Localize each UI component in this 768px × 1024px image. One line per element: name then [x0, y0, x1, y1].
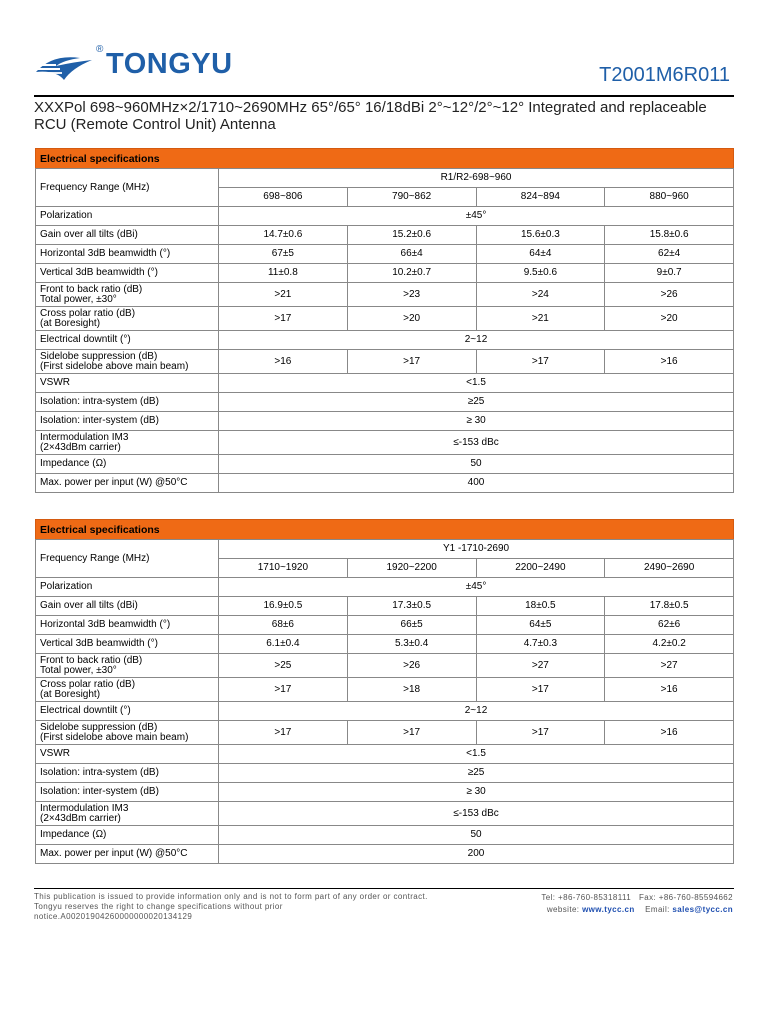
row-label-line: Front to back ratio (dB): [40, 283, 143, 295]
row-label-line: (First sidelobe above main beam): [40, 731, 189, 743]
row-value: >23: [347, 283, 476, 307]
row-label: [36, 783, 219, 802]
header-divider: [34, 95, 734, 97]
row-label: [36, 702, 219, 721]
row-value: 9.5±0.6: [476, 264, 605, 283]
footer-divider: [34, 888, 734, 889]
row-label-line: (at Boresight): [40, 688, 101, 700]
row-label-line: Intermodulation IM3: [40, 802, 129, 814]
row-value: 5.3±0.4: [347, 635, 476, 654]
row-label: [36, 350, 219, 374]
table-row: [36, 431, 734, 455]
row-value: >25: [219, 654, 348, 678]
row-value: ≤-153 dBc: [219, 431, 734, 455]
row-label-line: Intermodulation IM3: [40, 431, 129, 443]
row-label-line: Cross polar ratio (dB): [40, 678, 136, 690]
row-value: <1.5: [219, 374, 734, 393]
row-label: [36, 307, 219, 331]
table-row: [36, 393, 734, 412]
disclaimer-line: notice.A00201904260000000020134129: [34, 912, 193, 921]
row-label-line: Total power, ±30°: [40, 664, 117, 676]
row-value: >20: [347, 307, 476, 331]
subband-header: 880~960: [605, 188, 734, 207]
row-label-line: Isolation: inter-system (dB): [40, 786, 159, 797]
row-label-line: Max. power per input (W) @50°C: [40, 848, 188, 859]
table-row: [36, 802, 734, 826]
row-value: >18: [347, 678, 476, 702]
table-row: [36, 474, 734, 493]
table-row: [36, 783, 734, 802]
row-label: [36, 412, 219, 431]
row-value: 68±6: [219, 616, 348, 635]
row-value: 11±0.8: [219, 264, 348, 283]
row-label-line: Front to back ratio (dB): [40, 654, 143, 666]
row-value: ≥25: [219, 764, 734, 783]
row-value: 67±5: [219, 245, 348, 264]
row-label: [36, 283, 219, 307]
row-value: ≥ 30: [219, 783, 734, 802]
row-label: [36, 597, 219, 616]
row-label-line: Isolation: intra-system (dB): [40, 767, 159, 778]
row-value: 62±6: [605, 616, 734, 635]
row-value: >24: [476, 283, 605, 307]
row-value: 50: [219, 826, 734, 845]
table-row: [36, 678, 734, 702]
row-value: >26: [605, 283, 734, 307]
frequency-band-row: [36, 169, 734, 188]
table-row: [36, 845, 734, 864]
row-label: [36, 207, 219, 226]
row-value: 15.6±0.3: [476, 226, 605, 245]
frequency-band-row: [36, 540, 734, 559]
row-value: 50: [219, 455, 734, 474]
row-value: >17: [219, 721, 348, 745]
row-value: 4.2±0.2: [605, 635, 734, 654]
row-label-line: Max. power per input (W) @50°C: [40, 477, 188, 488]
row-label: [36, 226, 219, 245]
row-label-line: Polarization: [40, 581, 93, 592]
table-row: [36, 350, 734, 374]
table-row: [36, 635, 734, 654]
row-value: >17: [476, 678, 605, 702]
row-value: ±45°: [219, 578, 734, 597]
row-value: 17.8±0.5: [605, 597, 734, 616]
table-row: [36, 264, 734, 283]
subband-header: 824~894: [476, 188, 605, 207]
row-value: >21: [476, 307, 605, 331]
row-label: [36, 678, 219, 702]
row-value: >26: [347, 654, 476, 678]
row-label: [36, 654, 219, 678]
tel: Tel: +86-760-85318111: [541, 893, 632, 902]
table-row: [36, 331, 734, 350]
table-row: [36, 283, 734, 307]
row-label-line: Electrical downtilt (°): [40, 334, 131, 345]
row-label: [36, 845, 219, 864]
row-label: [36, 455, 219, 474]
disclaimer: [34, 892, 504, 922]
disclaimer-line: This publication is issued to provide information only and is not to form part of any order or contract.: [34, 892, 428, 901]
contact-info: [503, 892, 733, 915]
website-label: website:: [546, 905, 580, 914]
band-name: Y1 -1710-2690: [219, 540, 734, 559]
row-value: 14.7±0.6: [219, 226, 348, 245]
row-value: >17: [476, 350, 605, 374]
tongyu-logo-icon: [34, 50, 98, 82]
product-title: XXXPol 698~960MHz×2/1710~2690MHz 65°/65° 16/18dBi 2°~12°/2°~12° Integrated and replaceable RCU (Remote Control Unit) Antenna: [34, 99, 707, 133]
row-label-line: Sidelobe suppression (dB): [40, 350, 158, 362]
row-value: >16: [605, 350, 734, 374]
table-row: [36, 702, 734, 721]
row-label-line: (2×43dBm carrier): [40, 812, 121, 824]
subband-header: 2490~2690: [605, 559, 734, 578]
row-label-line: (at Boresight): [40, 317, 101, 329]
table-row: [36, 245, 734, 264]
row-value: >16: [605, 721, 734, 745]
row-label-line: Gain over all tilts (dBi): [40, 600, 138, 611]
row-value: 4.7±0.3: [476, 635, 605, 654]
brand-name: TONGYU: [106, 48, 233, 80]
subband-header: 1710~1920: [219, 559, 348, 578]
spec-table-high-band: [35, 519, 734, 864]
row-value: 66±4: [347, 245, 476, 264]
row-value: ±45°: [219, 207, 734, 226]
row-label-line: Horizontal 3dB beamwidth (°): [40, 248, 171, 259]
spec-table-low-band: [35, 148, 734, 493]
table-row: [36, 764, 734, 783]
row-label: [36, 721, 219, 745]
row-value: >21: [219, 283, 348, 307]
table-row: [36, 826, 734, 845]
section-header: Electrical specifications: [36, 520, 734, 540]
row-value: >16: [605, 678, 734, 702]
row-value: 200: [219, 845, 734, 864]
table-row: [36, 654, 734, 678]
email-label: Email:: [645, 905, 670, 914]
row-value: 66±5: [347, 616, 476, 635]
row-label-line: Total power, ±30°: [40, 293, 117, 305]
row-label: [36, 802, 219, 826]
disclaimer-line: Tongyu reserves the right to change specifications without prior: [34, 902, 283, 911]
row-value: 16.9±0.5: [219, 597, 348, 616]
row-value: 62±4: [605, 245, 734, 264]
row-value: 18±0.5: [476, 597, 605, 616]
row-label-line: Polarization: [40, 210, 93, 221]
row-label-line: Electrical downtilt (°): [40, 705, 131, 716]
row-value: 64±5: [476, 616, 605, 635]
subband-header: 2200~2490: [476, 559, 605, 578]
row-label: [36, 264, 219, 283]
band-name: R1/R2-698~960: [219, 169, 734, 188]
row-label-line: (First sidelobe above main beam): [40, 360, 189, 372]
registered-mark: ®: [96, 44, 104, 55]
table-row: [36, 616, 734, 635]
fax: Fax: +86-760-85594662: [638, 893, 733, 902]
table-row: [36, 226, 734, 245]
row-label-line: (2×43dBm carrier): [40, 441, 121, 453]
row-value: >17: [347, 721, 476, 745]
row-value: >17: [219, 678, 348, 702]
row-value: >20: [605, 307, 734, 331]
frequency-range-label: Frequency Range (MHz): [36, 169, 219, 207]
row-label: [36, 616, 219, 635]
row-label-line: Isolation: intra-system (dB): [40, 396, 159, 407]
row-value: >17: [476, 721, 605, 745]
row-label: [36, 635, 219, 654]
row-label: [36, 331, 219, 350]
row-label-line: Sidelobe suppression (dB): [40, 721, 158, 733]
row-value: <1.5: [219, 745, 734, 764]
subband-header: 698~806: [219, 188, 348, 207]
frequency-range-label: Frequency Range (MHz): [36, 540, 219, 578]
row-label-line: Cross polar ratio (dB): [40, 307, 136, 319]
row-label: [36, 374, 219, 393]
row-label: [36, 474, 219, 493]
email-link[interactable]: sales@tycc.cn: [672, 905, 733, 914]
row-value: 9±0.7: [605, 264, 734, 283]
table-row: [36, 578, 734, 597]
row-value: >27: [476, 654, 605, 678]
table-row: [36, 597, 734, 616]
row-value: 6.1±0.4: [219, 635, 348, 654]
website-link[interactable]: www.tycc.cn: [582, 905, 635, 914]
row-value: 15.2±0.6: [347, 226, 476, 245]
row-value: 2~12: [219, 331, 734, 350]
row-label-line: Impedance (Ω): [40, 458, 107, 469]
subband-header: 1920~2200: [347, 559, 476, 578]
row-label: [36, 764, 219, 783]
row-label: [36, 745, 219, 764]
table-row: [36, 745, 734, 764]
row-label: [36, 245, 219, 264]
row-value: ≥ 30: [219, 412, 734, 431]
subband-header: 790~862: [347, 188, 476, 207]
row-label: [36, 826, 219, 845]
row-value: 10.2±0.7: [347, 264, 476, 283]
row-value: ≤-153 dBc: [219, 802, 734, 826]
row-label-line: Vertical 3dB beamwidth (°): [40, 267, 158, 278]
model-number: T2001M6R011: [599, 64, 730, 86]
row-label: [36, 578, 219, 597]
row-label-line: Impedance (Ω): [40, 829, 107, 840]
row-label-line: VSWR: [40, 377, 70, 388]
table-row: [36, 412, 734, 431]
table-row: [36, 207, 734, 226]
table-row: [36, 374, 734, 393]
table-row: [36, 455, 734, 474]
section-header: Electrical specifications: [36, 149, 734, 169]
table-row: [36, 721, 734, 745]
row-label: [36, 431, 219, 455]
row-label-line: Gain over all tilts (dBi): [40, 229, 138, 240]
section-header-row: [36, 520, 734, 540]
row-label-line: VSWR: [40, 748, 70, 759]
row-value: 64±4: [476, 245, 605, 264]
row-value: 400: [219, 474, 734, 493]
row-value: 17.3±0.5: [347, 597, 476, 616]
row-value: >17: [347, 350, 476, 374]
row-value: ≥25: [219, 393, 734, 412]
row-value: 2~12: [219, 702, 734, 721]
row-value: 15.8±0.6: [605, 226, 734, 245]
row-label-line: Vertical 3dB beamwidth (°): [40, 638, 158, 649]
row-value: >17: [219, 307, 348, 331]
table-row: [36, 307, 734, 331]
tongyu-logo: [34, 44, 264, 88]
row-label: [36, 393, 219, 412]
row-value: >27: [605, 654, 734, 678]
row-label-line: Isolation: inter-system (dB): [40, 415, 159, 426]
row-label-line: Horizontal 3dB beamwidth (°): [40, 619, 171, 630]
section-header-row: [36, 149, 734, 169]
row-value: >16: [219, 350, 348, 374]
